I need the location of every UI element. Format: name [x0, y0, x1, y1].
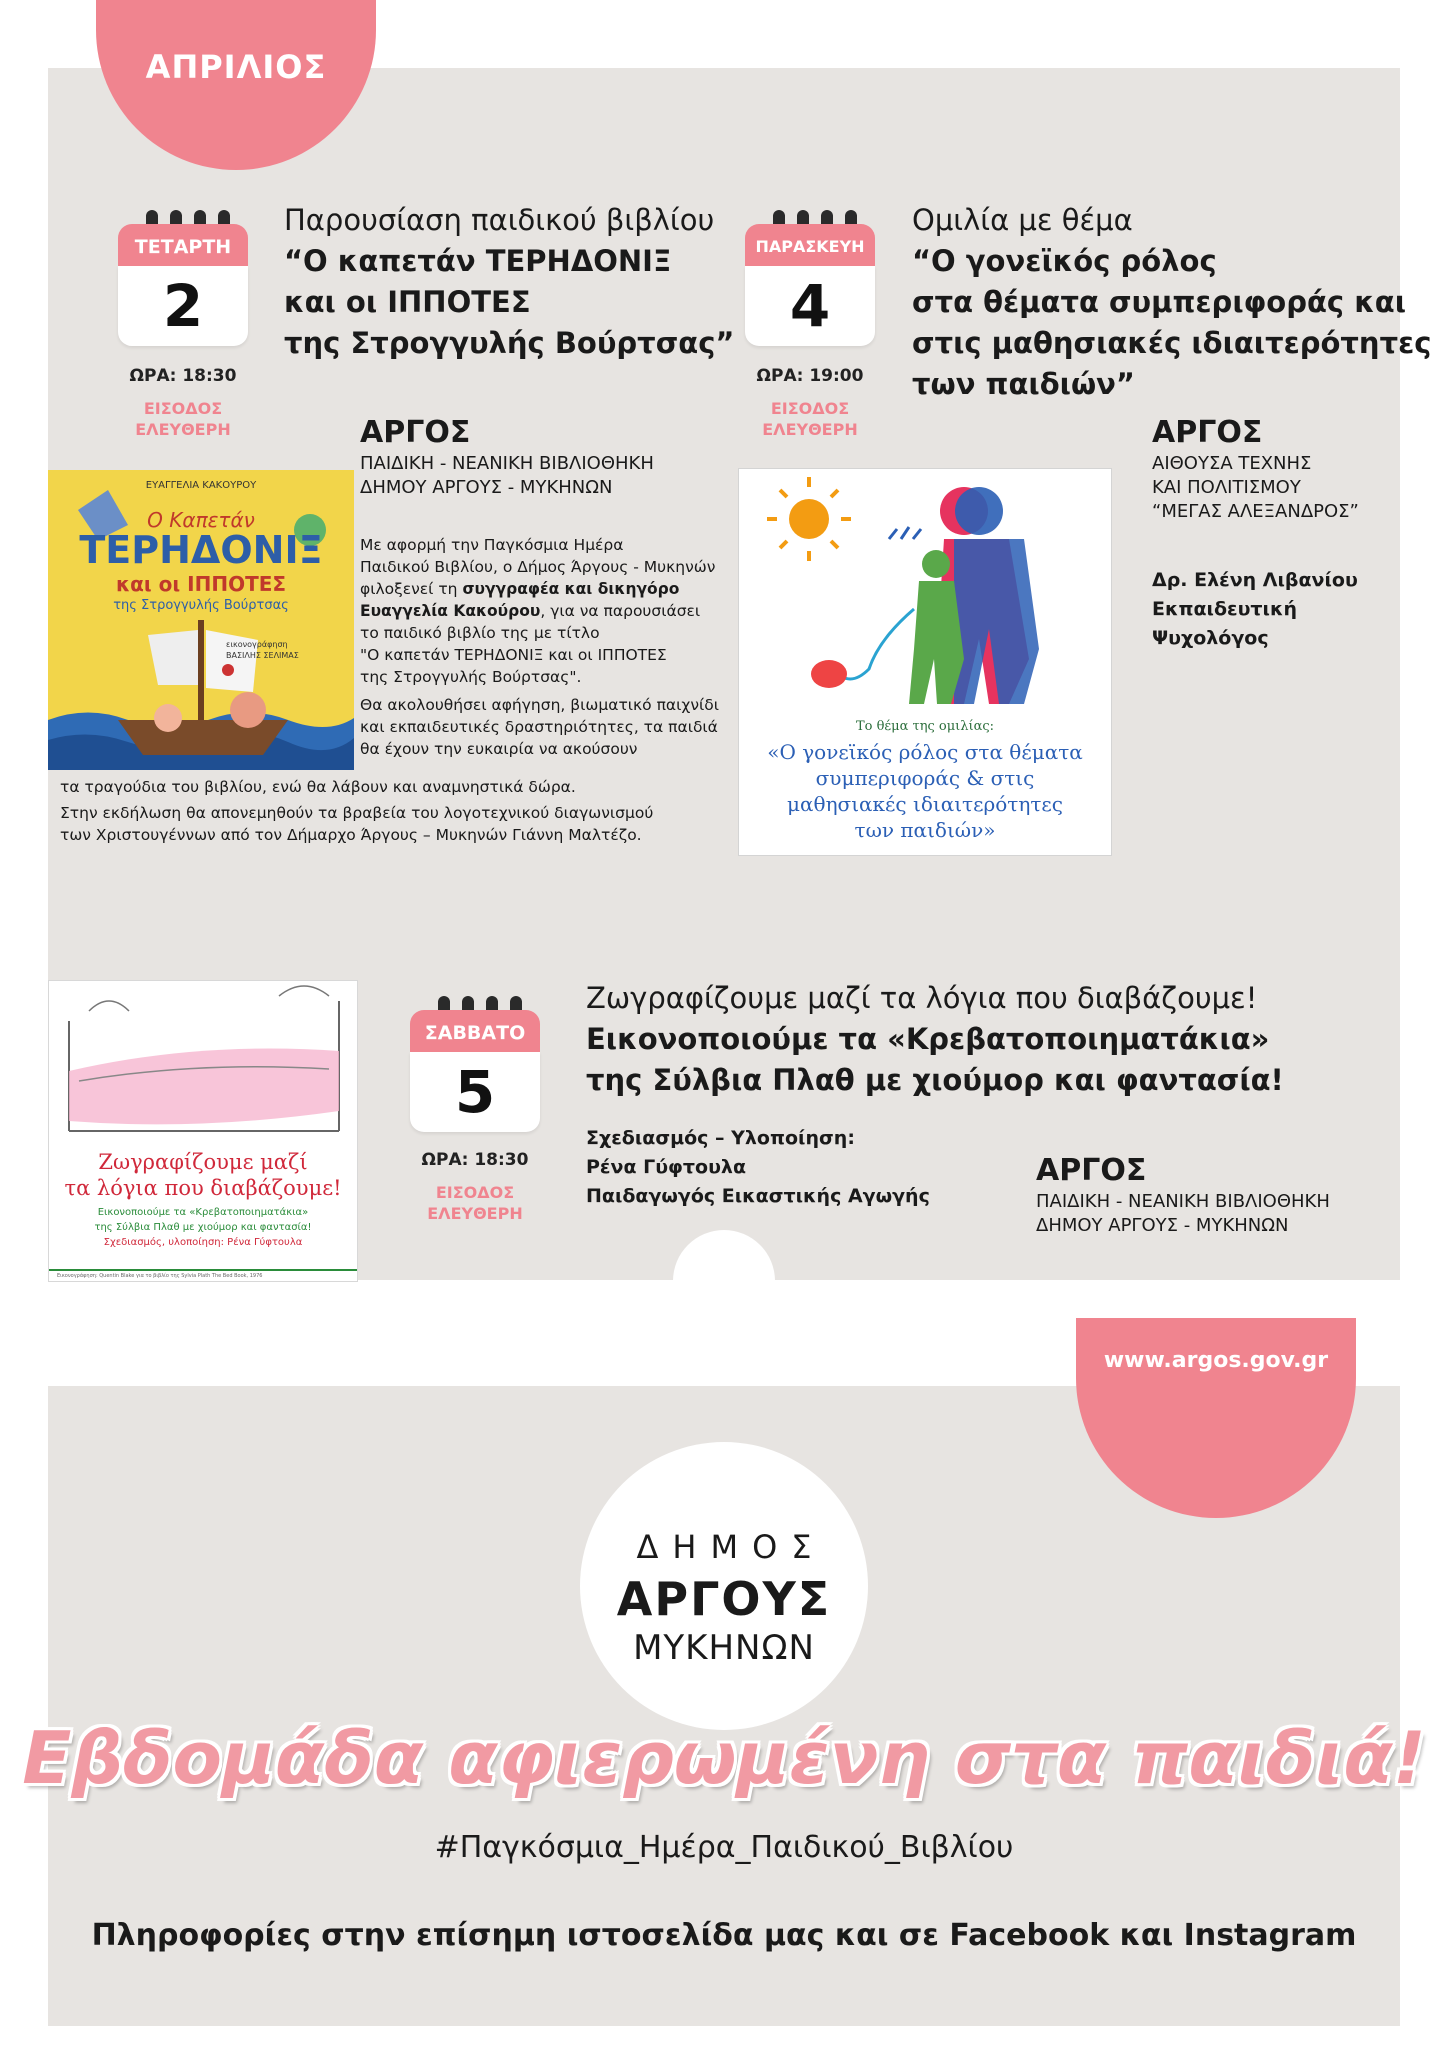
book-author: ΕΥΑΓΓΕΛΙΑ ΚΑΚΟΥΡΟΥ — [145, 480, 257, 491]
event2-weekday: ΠΑΡΑΣΚΕΥΗ — [745, 224, 875, 266]
book-title-line1: Ο Καπετάν — [147, 508, 255, 532]
event3-day: 5 — [410, 1052, 540, 1132]
event2-title: Ομιλία με θέμα “Ο γονεϊκός ρόλος στα θέματα συμπεριφοράς και στις μαθησιακές ιδιαιτερότητες των παιδιών” — [912, 200, 1431, 405]
event1-title: Παρουσίαση παιδικού βιβλίου “Ο καπετάν ΤΕΡΗΔΟΝΙΞ και οι ΙΠΠΟΤΕΣ της Στρογγυλής Βούρτσας” — [284, 200, 734, 364]
month-label: ΑΠΡΙΛΙΟΣ — [145, 48, 327, 86]
event1-day: 2 — [118, 266, 248, 346]
event3-design-credit: Σχεδιασμός – Υλοποίηση: Ρένα Γύφτουλα Παιδαγωγός Εικαστικής Αγωγής — [586, 1127, 930, 1207]
event3-venue: ΑΡΓΟΣ ΠΑΙΔΙΚΗ - ΝΕΑΝΙΚΗ ΒΙΒΛΙΟΘΗΚΗ ΔΗΜΟΥ ΑΡΓΟΥΣ - ΜΥΚΗΝΩΝ — [1036, 1153, 1330, 1236]
event2-venue: ΑΡΓΟΣ ΑΙΘΟΥΣΑ ΤΕΧΝΗΣ ΚΑΙ ΠΟΛΙΤΙΣΜΟΥ “ΜΕΓΑΣ ΑΛΕΞΑΝΔΡΟΣ” — [1152, 415, 1359, 522]
event2-day: 4 — [745, 266, 875, 346]
event1-description-cont: τα τραγούδια του βιβλίου, ενώ θα λάβουν και αναμνηστικά δώρα. Στην εκδήλωση θα απονεμηθούν τα βραβεία του λογοτεχνικού διαγωνισμού των Χριστουγέννων από τον Δήμαρχο Άργους – Μυκηνών Γιάννη Μαλτέζο. — [60, 778, 654, 844]
event3-title: Ζωγραφίζουμε μαζί τα λόγια που διαβάζουμε! Εικονοποιούμε τα «Κρεβατοποιηματάκια» της Σύλβια Πλαθ με χιούμορ και φαντασία! — [586, 978, 1284, 1101]
event2-time: ΩΡΑ: 19:00 — [756, 366, 864, 386]
logo-line1: ΔΗΜΟΣ — [636, 1528, 826, 1566]
event3-entry: ΕΙΣΟΔΟΣ ΕΛΕΥΘΕΡΗ — [427, 1183, 523, 1223]
drawing-poster-image — [48, 980, 358, 1282]
event1-time: ΩΡΑ: 18:30 — [129, 366, 237, 386]
event2-title-intro: Ομιλία με θέμα — [912, 203, 1133, 237]
event1-entry: ΕΙΣΟΔΟΣ ΕΛΕΥΘΕΡΗ — [135, 399, 231, 439]
event1-description: Με αφορμή την Παγκόσμια Ημέρα Παιδικού Βιβλίου, ο Δήμος Άργους - Μυκηνών φιλοξενεί τη συγγραφέα και δικηγόρο Ευαγγελία Κακούρου, για να παρουσιάσει το παιδικό βιβλίο της με τίτλο "Ο καπετάν ΤΕΡΗΔΟΝΙΞ και οι ΙΠΠΟΤΕΣ της Στρογγυλής Βούρτσας". Θα ακολουθήσει αφήγηση, βιωματικό παιχνίδι και εκπαιδευτικές δραστηριότητες, τα παιδιά θα έχουν την ευκαιρία να ακούσουν — [360, 536, 719, 758]
drawing-poster-credit: Εικονογράφηση: Quentin Blake για το βιβλίο της Sylvia Plath The Bed Book, 1976 — [57, 1273, 263, 1279]
event3-weekday: ΣΑΒΒΑΤΟ — [410, 1010, 540, 1052]
event1-weekday: ΤΕΤΑΡΤΗ — [118, 224, 248, 266]
event2-speaker: Δρ. Ελένη Λιβανίου Εκπαιδευτική Ψυχολόγος — [1152, 569, 1358, 649]
book-title-line2: ΤΕΡΗΔΟΝΙΞ — [79, 528, 323, 572]
book-title-line4: της Στρογγυλής Βούρτσας — [113, 598, 289, 613]
logo-line3: ΜΥΚΗΝΩΝ — [633, 1628, 815, 1668]
website-link[interactable]: www.argos.gov.gr — [1103, 1348, 1329, 1373]
panel-notch — [673, 1230, 775, 1332]
talk-poster-caption: «Ο γονεϊκός ρόλος στα θέματα συμπεριφοράς & στις μαθησιακές ιδιαιτερότητες των παιδιών» — [767, 740, 1083, 842]
bed-illustration — [49, 981, 358, 1151]
hashtag: #Παγκόσμια_Ημέρα_Παιδικού_Βιβλίου — [434, 1830, 1014, 1865]
event3-time: ΩΡΑ: 18:30 — [421, 1150, 529, 1170]
book-illustrator-label: εικονογράφηση — [226, 640, 288, 649]
info-text: Πληροφορίες στην επίσημη ιστοσελίδα μας και σε Facebook και Instagram — [91, 1918, 1357, 1953]
event1-venue: ΑΡΓΟΣ ΠΑΙΔΙΚΗ - ΝΕΑΝΙΚΗ ΒΙΒΛΙΟΘΗΚΗ ΔΗΜΟΥ ΑΡΓΟΥΣ - ΜΥΚΗΝΩΝ — [360, 415, 654, 498]
event3-title-intro: Ζωγραφίζουμε μαζί τα λόγια που διαβάζουμε! — [586, 981, 1258, 1015]
drawing-poster-subtitle: Εικονοποιούμε τα «Κρεβατοποιηματάκια» της Σύλβια Πλαθ με χιούμορ και φαντασία! Σχεδιασμός, υλοποίηση: Ρένα Γύφτουλα — [94, 1207, 312, 1248]
talk-poster-caption-small: Το θέμα της ομιλίας: — [855, 719, 995, 734]
book-illustrator: ΒΑΣΙΛΗΣ ΣΕΛΙΜΑΣ — [226, 651, 299, 660]
event1-title-intro: Παρουσίαση παιδικού βιβλίου — [284, 203, 715, 237]
book-cover-image — [48, 470, 354, 770]
parent-child-illustration — [739, 469, 1112, 719]
slogan: Εβδομάδα αφιερωμένη στα παιδιά! — [22, 1716, 1426, 1800]
logo-line2: ΑΡΓΟΥΣ — [616, 1572, 832, 1626]
talk-poster-image — [738, 468, 1112, 856]
event2-entry: ΕΙΣΟΔΟΣ ΕΛΕΥΘΕΡΗ — [762, 399, 858, 439]
drawing-poster-title: Ζωγραφίζουμε μαζί τα λόγια που διαβάζουμε! — [64, 1150, 342, 1200]
book-title-line3: και οι ΙΠΠΟΤΕΣ — [115, 572, 287, 596]
municipality-logo — [580, 1442, 868, 1730]
